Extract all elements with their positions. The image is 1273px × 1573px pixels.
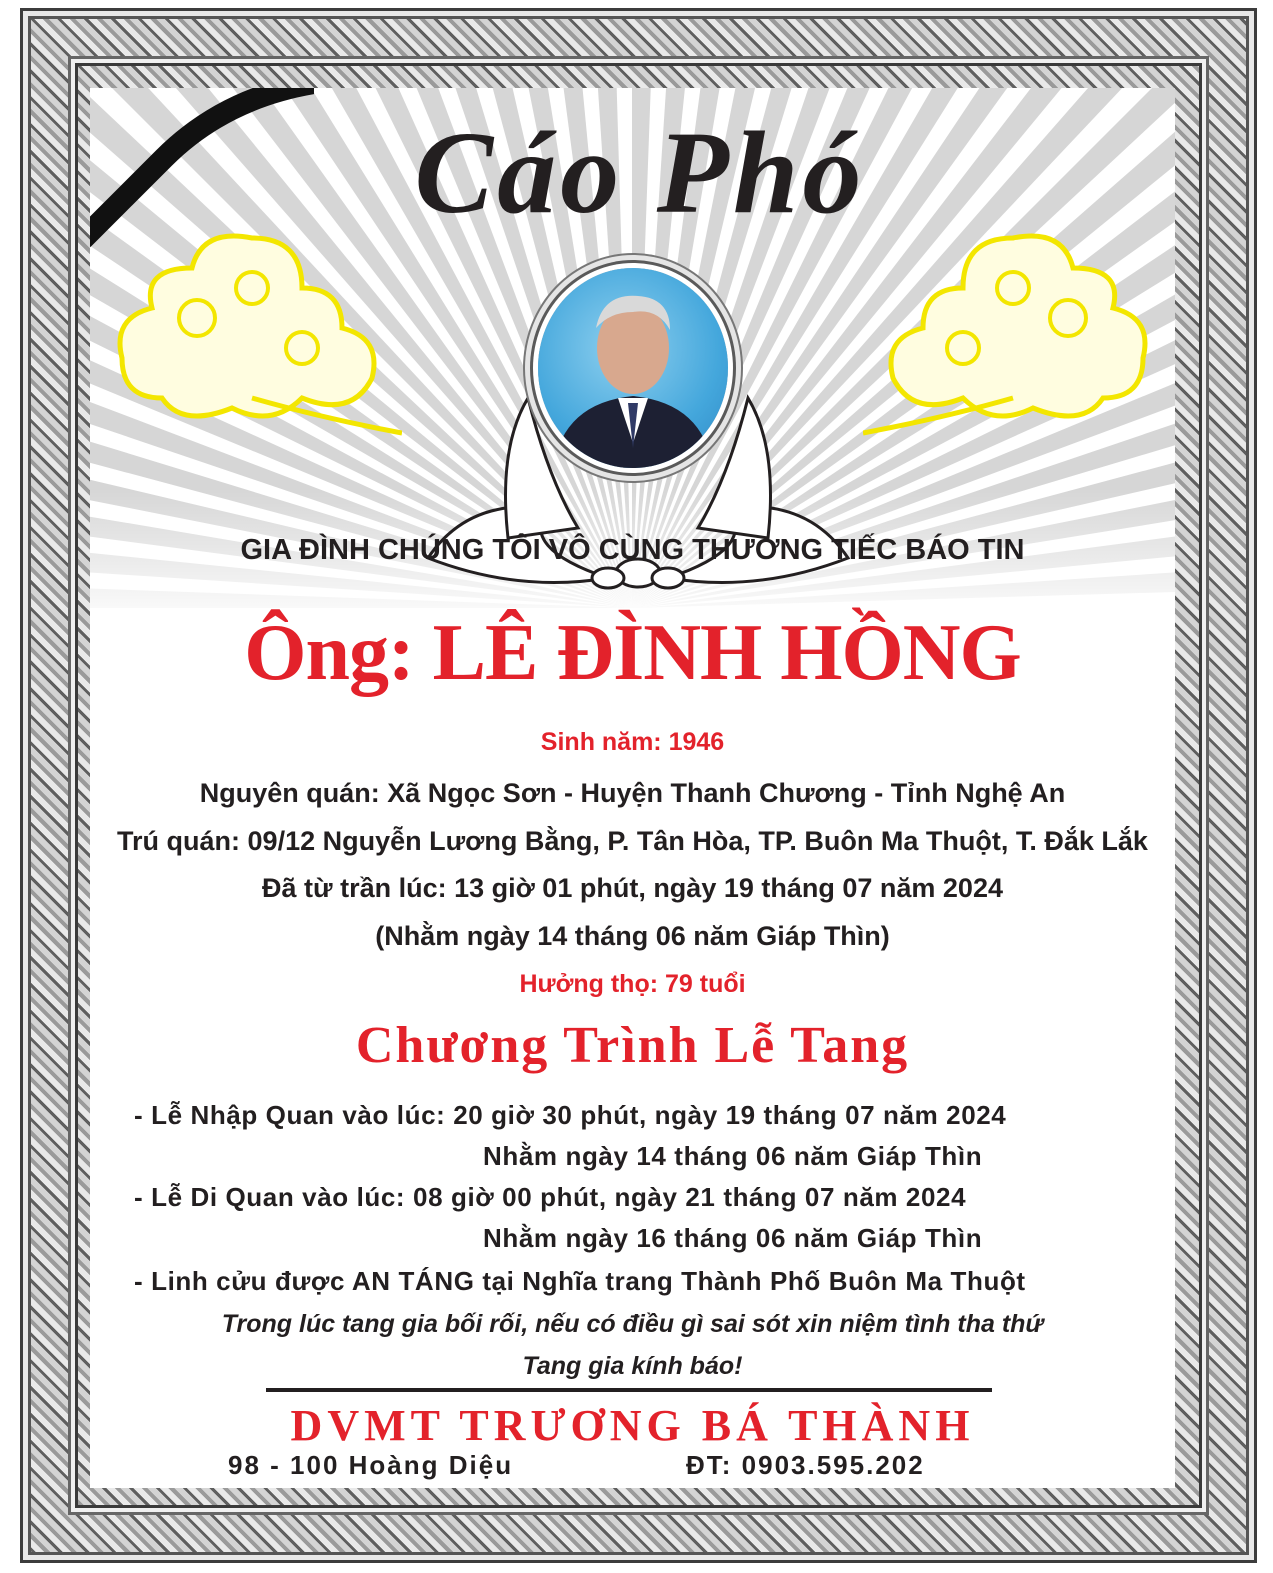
page-title: Cáo Phó <box>414 107 866 238</box>
divider <box>266 1388 992 1392</box>
residence-line: Trú quán: 09/12 Nguyễn Lương Bằng, P. Tân Hòa, TP. Buôn Ma Thuột, T. Đắk Lắk <box>117 826 1148 856</box>
portrait-photo <box>538 268 728 468</box>
schedule-item-lunar: Nhằm ngày 16 tháng 06 năm Giáp Thìn <box>483 1223 983 1253</box>
apology-text: Trong lúc tang gia bối rối, nếu có điều gì sai sót xin niệm tình tha thứ <box>221 1310 1044 1338</box>
company-name: DVMT TRƯƠNG BÁ THÀNH <box>290 1401 975 1450</box>
origin-line: Nguyên quán: Xã Ngọc Sơn - Huyện Thanh Chương - Tỉnh Nghệ An <box>199 778 1066 808</box>
schedule-item: - Linh cửu được AN TÁNG tại Nghĩa trang Thành Phố Buôn Ma Thuột <box>134 1266 1026 1296</box>
age-line: Hưởng thọ: 79 tuổi <box>519 970 746 998</box>
intro-text: GIA ĐÌNH CHÚNG TÔI VÔ CÙNG THƯƠNG TIẾC BÁO TIN <box>240 534 1025 566</box>
company-address: 98 - 100 Hoàng Diệu <box>228 1450 514 1480</box>
obituary-panel <box>90 88 1175 1488</box>
schedule-item: - Lễ Nhập Quan vào lúc: 20 giờ 30 phút, ngày 19 tháng 07 năm 2024 <box>134 1100 1007 1130</box>
deceased-name: Ông: LÊ ĐÌNH HỒNG <box>244 609 1021 697</box>
program-title: Chương Trình Lễ Tang <box>355 1017 910 1074</box>
schedule-item-lunar: Nhằm ngày 14 tháng 06 năm Giáp Thìn <box>483 1141 983 1171</box>
birth-year: Sinh năm: 1946 <box>540 728 725 756</box>
cloud-ornament-icon <box>102 198 402 438</box>
death-time-line: Đã từ trần lúc: 13 giờ 01 phút, ngày 19 tháng 07 năm 2024 <box>262 873 1003 903</box>
regards-text: Tang gia kính báo! <box>522 1352 743 1380</box>
schedule-item: - Lễ Di Quan vào lúc: 08 giờ 00 phút, ngày 21 tháng 07 năm 2024 <box>134 1182 967 1212</box>
cloud-ornament-icon <box>863 198 1163 438</box>
company-phone: ĐT: 0903.595.202 <box>686 1450 925 1480</box>
lunar-death-line: (Nhằm ngày 14 tháng 06 năm Giáp Thìn) <box>375 921 890 951</box>
